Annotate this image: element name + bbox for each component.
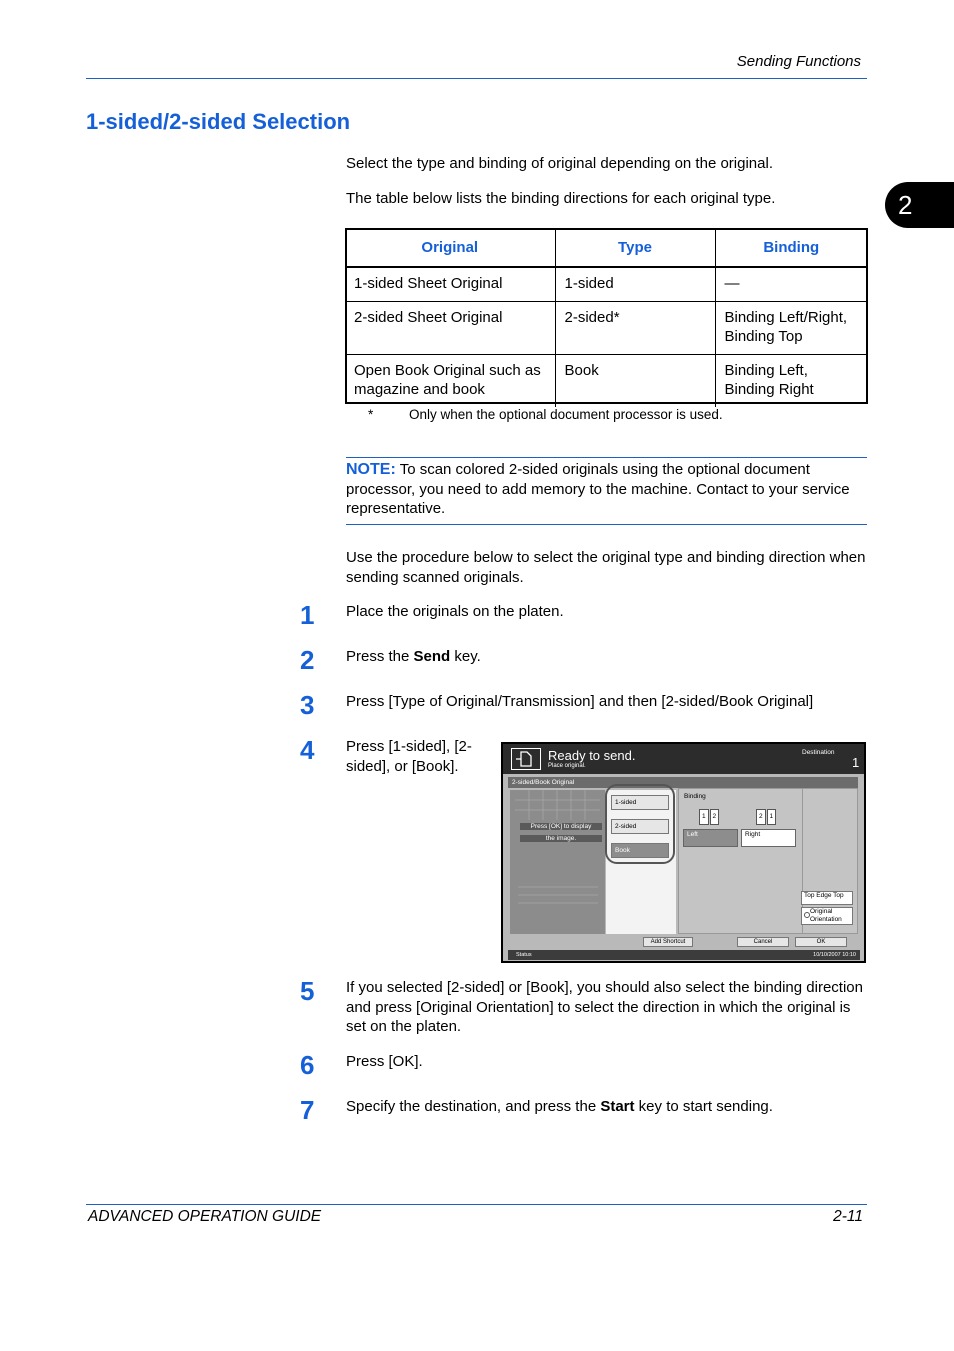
preview-hint-1: Press [OK] to display (520, 823, 602, 830)
procedure-intro: Use the procedure below to select the original type and binding direction when sending scanned originals. (346, 549, 866, 586)
start-key-label: Start (600, 1098, 635, 1115)
step-text-pre: Press the (346, 648, 414, 665)
screen-status-bar (503, 744, 864, 774)
binding-left-button[interactable]: Left (683, 829, 738, 847)
page-digit: 2 (710, 809, 720, 825)
note-bottom-rule (346, 524, 867, 525)
step-text-post: key. (450, 648, 481, 665)
preview-hint-2: the image. (520, 835, 602, 842)
step-number: 6 (300, 1050, 315, 1080)
step-text-pre: Specify the destination, and press the (346, 1098, 601, 1115)
step-number: 3 (300, 690, 315, 720)
step-text-post: key to start sending. (634, 1098, 773, 1115)
table-row (345, 354, 867, 407)
destination-label: Destination (802, 749, 835, 756)
step-text: Place the originals on the platen. (346, 603, 564, 620)
book-right-icon (756, 809, 776, 825)
preview-grid-icon (515, 790, 600, 820)
footnote-text: Only when the optional document processor is used. (409, 407, 723, 422)
screen-bottom-bar (508, 950, 860, 960)
step-text: If you selected [2-sided] or [Book], you should also select the binding direction and press [Original Orientation] to select the direction in which the original is set on the platen. (346, 979, 863, 1035)
binding-table (345, 228, 867, 407)
step-text: Press [1-sided], [2-sided], or [Book]. (346, 738, 472, 775)
preview-lines-icon (518, 885, 598, 910)
table-cell: Binding Left/Right, Binding Top (724, 308, 848, 345)
footnote-mark: * (368, 407, 374, 422)
table-cell: 2-sided* (555, 301, 715, 354)
note-box (346, 460, 866, 519)
table-cell: Open Book Original such as magazine and book (345, 354, 555, 407)
step-number: 7 (300, 1095, 315, 1125)
table-row (345, 267, 867, 301)
preview-area (510, 790, 605, 934)
orientation-icon (804, 912, 810, 918)
page-number: 2-11 (833, 1208, 863, 1225)
table-cell: Book (555, 354, 715, 407)
step-number: 1 (300, 600, 315, 630)
binding-label: Binding (684, 793, 706, 800)
footer-rule (86, 1204, 867, 1205)
step-number: 4 (300, 735, 315, 765)
top-edge-button[interactable]: Top Edge Top (801, 891, 853, 905)
step-text (346, 647, 866, 667)
step-text: Press [OK]. (346, 1053, 423, 1070)
original-icon (511, 748, 541, 770)
one-sided-button[interactable]: 1-sided (611, 795, 669, 810)
note-text: To scan colored 2-sided originals using the optional document processor, you need to add memory to the machine. Contact to your service representative. (346, 461, 850, 517)
step-text: Press [Type of Original/Transmission] and then [2-sided/Book Original] (346, 693, 814, 710)
page-digit: 1 (767, 809, 777, 825)
table-header-binding: Binding (715, 228, 867, 267)
table-cell: — (724, 275, 740, 292)
screen-datetime: 10/10/2007 10:10 (813, 952, 856, 958)
selection-highlight-ring (605, 784, 675, 864)
two-sided-button[interactable]: 2-sided (611, 819, 669, 834)
ok-button[interactable]: OK (795, 937, 847, 947)
note-top-rule (346, 457, 867, 458)
page-digit: 2 (756, 809, 766, 825)
step-number: 5 (300, 976, 315, 1006)
step-number: 2 (300, 645, 315, 675)
status-tab[interactable]: Status (516, 952, 532, 958)
book-button[interactable]: Book (611, 843, 669, 858)
table-cell: 1-sided (555, 267, 715, 301)
table-header-original: Original (345, 228, 555, 267)
screen-place-text: Place original. (548, 763, 586, 769)
chapter-tab: 2 (885, 182, 954, 228)
original-orientation-button[interactable] (801, 907, 853, 925)
screen-ready-text: Ready to send. (548, 748, 636, 763)
table-cell: Binding Left, Binding Right (724, 361, 814, 398)
orientation-label: Original Orientation (810, 908, 842, 923)
table-row (345, 301, 867, 354)
section-title: 1-sided/2-sided Selection (86, 109, 351, 134)
step-text (346, 1097, 866, 1117)
operation-panel-screenshot (501, 742, 866, 963)
footer-guide-title: ADVANCED OPERATION GUIDE (88, 1208, 322, 1225)
header-rule (86, 78, 867, 79)
send-key-label: Send (413, 648, 451, 665)
intro-paragraph-1: Select the type and binding of original depending on the original. (346, 155, 773, 172)
book-left-icon (699, 809, 719, 825)
note-label: NOTE: (346, 461, 396, 478)
table-header-type: Type (555, 228, 715, 267)
table-cell: 2-sided Sheet Original (345, 301, 555, 354)
running-header: Sending Functions (736, 53, 861, 70)
table-cell: 1-sided Sheet Original (345, 267, 555, 301)
destination-count: 1 (852, 755, 860, 770)
intro-paragraph-2: The table below lists the binding directions for each original type. (346, 190, 776, 207)
page-digit: 1 (699, 809, 709, 825)
add-shortcut-button[interactable]: Add Shortcut (643, 937, 693, 947)
binding-right-button[interactable]: Right (741, 829, 796, 847)
cancel-button[interactable]: Cancel (737, 937, 789, 947)
screen-panel-title: 2-sided/Book Original (508, 777, 858, 788)
